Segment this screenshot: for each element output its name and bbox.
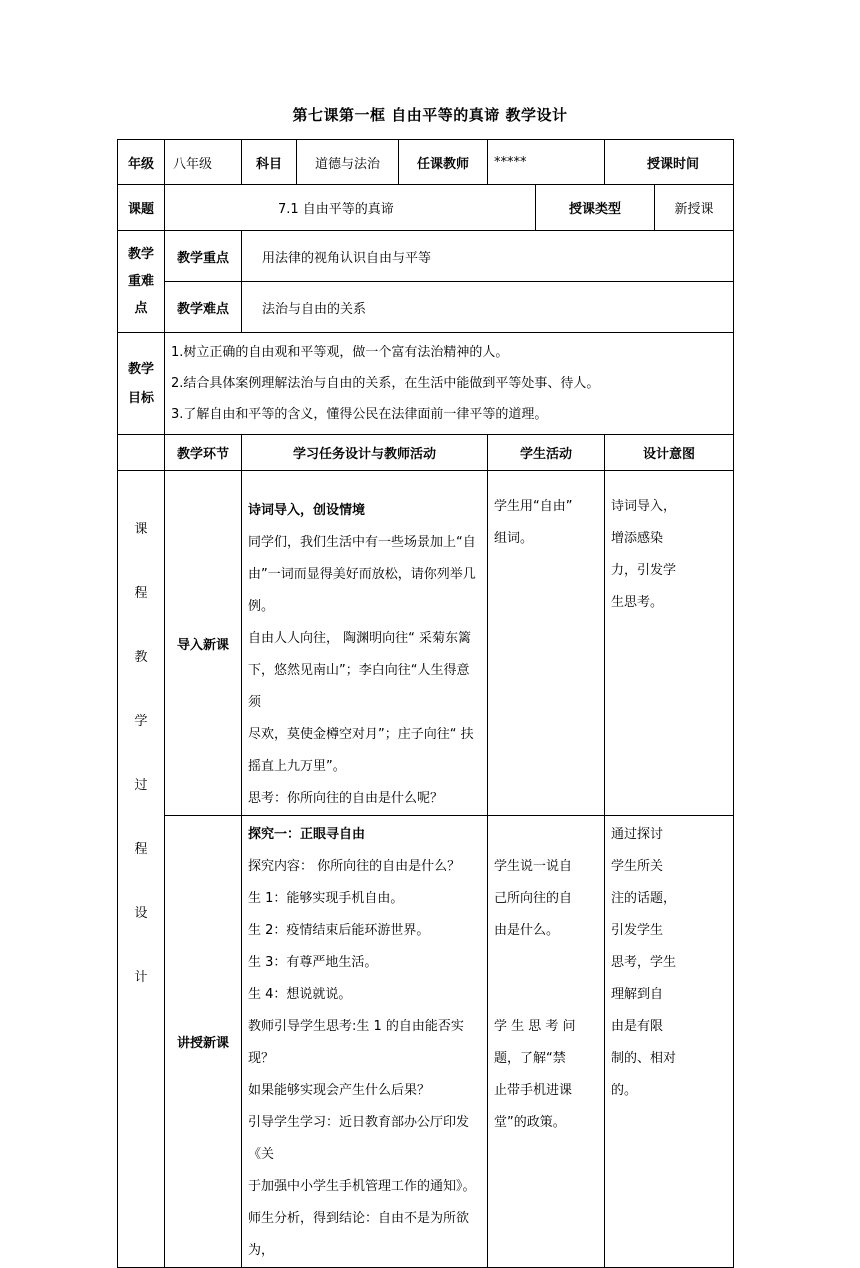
process-side-char: 计: [134, 970, 148, 985]
difficulty-label: 教学难点: [165, 282, 242, 333]
teach-line: 探究内容： 你所向往的自由是什么？: [248, 859, 461, 874]
intro-line: 自由人人向往， 陶渊明向往“ 采菊东篱: [248, 631, 471, 646]
teach-line: 教师引导学生思考:生 1 的自由能否实现？: [248, 1019, 464, 1066]
intro-student-cell: [488, 471, 605, 816]
teach-intent-line: 注的话题，: [611, 891, 677, 906]
teach-student-line: 止带手机进课: [494, 1083, 573, 1098]
process-side-char: 程: [134, 842, 148, 857]
key-points-label: [118, 231, 165, 333]
intro-line: 思考：你所向往的自由是什么呢？: [248, 791, 444, 806]
objectives-list: [165, 333, 734, 435]
intro-student-line: 组词。: [494, 531, 534, 546]
teach-line: 生 2：疫情结束后能环游世界。: [248, 923, 430, 938]
intro-intent-cell: [605, 471, 734, 816]
difficulty-value: 法治与自由的关系: [242, 282, 734, 333]
lesson-type-value: 新授课: [655, 185, 734, 231]
objective-item: 3.了解自由和平等的含义，懂得公民在法律面前一律平等的道理。: [171, 407, 548, 422]
document-title: 第七课第一框 自由平等的真谛 教学设计: [292, 106, 568, 124]
col-student-header: 学生活动: [488, 435, 605, 471]
process-side-char: 学: [134, 714, 148, 729]
intro-line: 尽欢，莫使金樽空对月”；庄子向往“ 扶: [248, 727, 474, 742]
key-points-label-char: 重难: [127, 274, 154, 289]
teach-intent-line: 思考，学生: [611, 955, 677, 970]
intro-line: 摇直上九万里”。: [248, 759, 346, 774]
teach-student-line: 学 生 思 考 问: [494, 1019, 576, 1034]
intro-intent-line: 诗词导入，: [611, 499, 677, 514]
teach-student-line: 学生说一说自: [494, 859, 573, 874]
key-points-label-char: 教学: [127, 247, 154, 262]
objectives-label: [118, 333, 165, 435]
teach-line: 生 4：想说就说。: [248, 987, 352, 1002]
process-side-char: 程: [134, 586, 148, 601]
intro-line: 由”一词而显得美好而放松，请你列举几: [248, 567, 476, 582]
teach-line: 引导学生学习：近日教育部办公厅印发《关: [248, 1115, 470, 1162]
teach-line: 于加强中小学生手机管理工作的通知》。: [248, 1179, 476, 1194]
teach-intent-line: 引发学生: [611, 923, 664, 938]
teach-student-line: 题，了解“禁: [494, 1051, 566, 1066]
intro-line: 例。: [248, 599, 275, 614]
intro-line: 同学们，我们生活中有一些场景加上“自: [248, 535, 476, 550]
topic-label: 课题: [118, 185, 165, 231]
grade-value: 八年级: [165, 140, 242, 185]
topic-value: 7.1 自由平等的真谛: [165, 185, 536, 231]
lesson-plan-table: [117, 139, 734, 1268]
process-side-label: [118, 471, 165, 1268]
teach-line: 生 1：能够实现手机自由。: [248, 891, 404, 906]
process-side-char: 设: [134, 906, 148, 921]
teacher-value: *****: [488, 140, 605, 185]
grade-label: 年级: [118, 140, 165, 185]
objectives-label-char: 目标: [127, 390, 154, 406]
teach-student-line: 由是什么。: [494, 923, 560, 938]
time-label: 授课时间: [605, 140, 734, 185]
teach-intent-line: 学生所关: [611, 859, 664, 874]
focus-value: 用法律的视角认识自由与平等: [242, 231, 734, 282]
col-intent-header: 设计意图: [605, 435, 734, 471]
process-side-char: 过: [134, 778, 148, 793]
teach-intent-line: 制的、相对: [611, 1051, 677, 1066]
intro-intent-line: 生思考。: [611, 595, 664, 610]
intro-intent-line: 力，引发学: [611, 563, 677, 578]
process-side-char: 课: [134, 522, 148, 537]
teach-intent-cell: [605, 816, 734, 1268]
teach-stage: 讲授新课: [165, 816, 242, 1268]
lesson-type-label: 授课类型: [536, 185, 655, 231]
teach-student-cell: [488, 816, 605, 1268]
key-points-label-char: 点: [134, 301, 148, 316]
teach-intent-line: 的。: [611, 1083, 638, 1098]
process-header-blank: [118, 435, 165, 471]
teach-student-line: 己所向往的自: [494, 891, 573, 906]
intro-task-cell: [242, 471, 488, 816]
intro-student-line: 学生用“自由”: [494, 499, 573, 514]
teach-student-spacer: [494, 947, 598, 1011]
subject-label: 科目: [242, 140, 297, 185]
intro-intent-line: 增添感染: [611, 531, 664, 546]
intro-stage: 导入新课: [165, 471, 242, 816]
teach-line: 生 3：有尊严地生活。: [248, 955, 378, 970]
intro-line: 下，悠然见南山”；李白向往“人生得意须: [248, 663, 470, 710]
objective-item: 2.结合具体案例理解法治与自由的关系，在生活中能做到平等处事、待人。: [171, 376, 600, 391]
teach-line: 如果能够实现会产生什么后果？: [248, 1083, 431, 1098]
teach-student-line: 堂”的政策。: [494, 1115, 566, 1130]
teach-intent-line: 由是有限: [611, 1019, 664, 1034]
col-task-header: 学习任务设计与教师活动: [242, 435, 488, 471]
teach-line: 师生分析，得到结论：自由不是为所欲为，: [248, 1211, 470, 1258]
teach-intent-line: 通过探讨: [611, 827, 664, 842]
teach-task-cell: [242, 816, 488, 1268]
intro-heading: 诗词导入，创设情境: [248, 503, 366, 518]
teach-intent-line: 理解到自: [611, 987, 664, 1002]
focus-label: 教学重点: [165, 231, 242, 282]
col-stage-header: 教学环节: [165, 435, 242, 471]
objectives-label-char: 教学: [127, 361, 154, 377]
subject-value: 道德与法治: [297, 140, 399, 185]
teacher-label: 任课教师: [399, 140, 488, 185]
objective-item: 1.树立正确的自由观和平等观，做一个富有法治精神的人。: [171, 345, 509, 360]
teach-heading: 探究一：正眼寻自由: [248, 827, 366, 842]
process-side-char: 教: [134, 650, 148, 665]
